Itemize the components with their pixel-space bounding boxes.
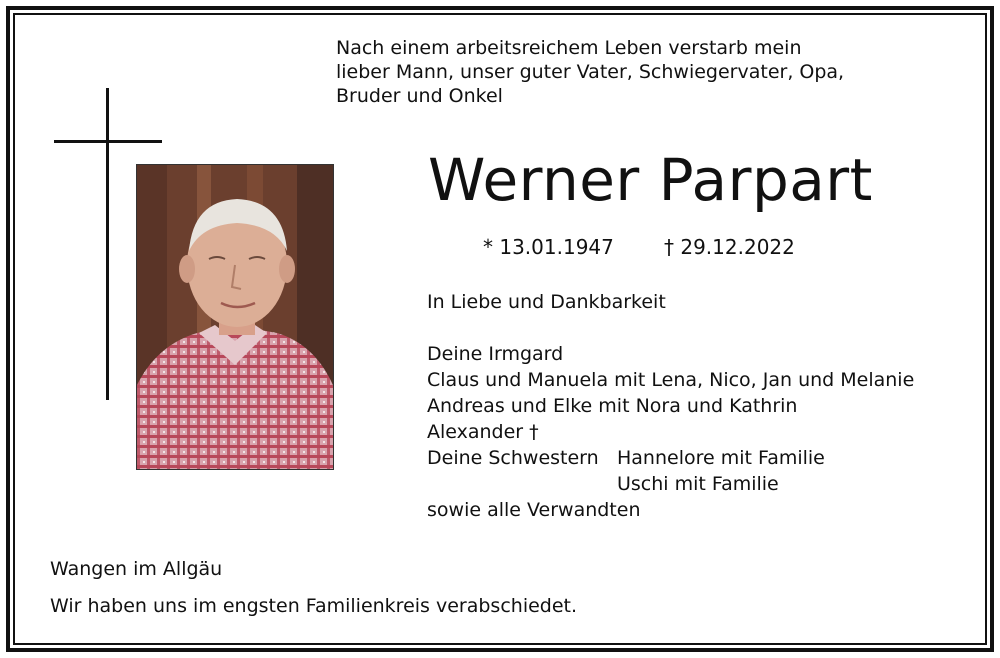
farewell-line: Wir haben uns im engsten Familienkreis verabschiedet. — [50, 595, 578, 617]
family-line-2: Claus und Manuela mit Lena, Nico, Jan und Melanie — [427, 369, 915, 391]
family-line-4: Alexander † — [427, 421, 539, 443]
place-line: Wangen im Allgäu — [50, 558, 223, 580]
deceased-name: Werner Parpart — [428, 146, 873, 214]
sister-2: Uschi mit Familie — [617, 473, 779, 495]
cross-horizontal-bar — [54, 140, 162, 143]
intro-line-3: Bruder und Onkel — [336, 85, 503, 107]
birth-date: * 13.01.1947 — [483, 235, 614, 259]
sisters-label: Deine Schwestern — [427, 447, 599, 469]
portrait-illustration — [137, 165, 334, 470]
sister-1: Hannelore mit Familie — [617, 447, 825, 469]
death-date: † 29.12.2022 — [664, 235, 795, 259]
relatives-line: sowie alle Verwandten — [427, 499, 641, 521]
intro-line-1: Nach einem arbeitsreichem Leben verstarb mein — [336, 37, 802, 59]
intro-text — [336, 36, 896, 108]
family-line-3: Andreas und Elke mit Nora und Kathrin — [427, 395, 798, 417]
sisters-row-2 — [427, 471, 914, 497]
intro-line-2: lieber Mann, unser guter Vater, Schwiegervater, Opa, — [336, 61, 845, 83]
family-list — [427, 341, 914, 523]
portrait-photo — [136, 164, 334, 470]
family-line-1: Deine Irmgard — [427, 343, 564, 365]
cross-vertical-bar — [106, 88, 109, 400]
sisters-row — [427, 445, 914, 471]
thanks-line: In Liebe und Dankbarkeit — [427, 291, 666, 313]
